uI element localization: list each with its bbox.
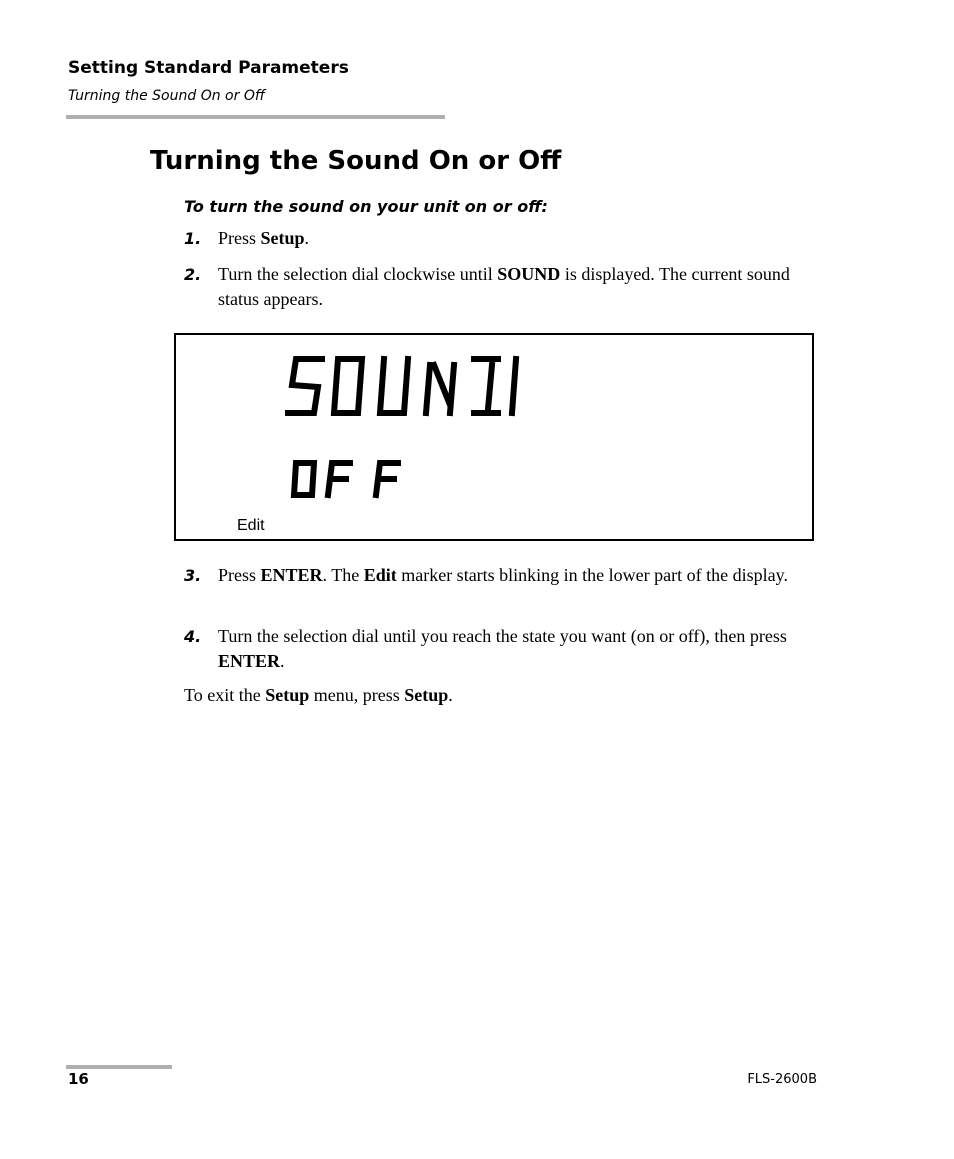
step-2 [184, 262, 824, 312]
lcd-char-o [334, 359, 362, 413]
step-number: 4. [184, 627, 202, 646]
lcd-char-o2 [294, 463, 314, 495]
lcd-char-f2 [376, 463, 398, 495]
step-text: Turn the selection dial clockwise until SOUND is displayed. The current sound status appears. [218, 264, 790, 309]
step-4 [184, 624, 824, 674]
step-1 [184, 226, 824, 251]
lcd-segments [176, 322, 812, 539]
running-header-title: Setting Standard Parameters [68, 58, 349, 78]
lcd-char-d [474, 359, 516, 413]
lcd-char-s [288, 359, 322, 413]
lcd-char-f1 [328, 463, 350, 495]
procedure-title: To turn the sound on your unit on or off: [184, 197, 548, 216]
header-rule [66, 115, 445, 119]
product-name: FLS-2600B [747, 1072, 817, 1087]
step-text: Press ENTER. The Edit marker starts blinking in the lower part of the display. [218, 565, 788, 585]
step-text: Turn the selection dial until you reach the state you want (on or off), then press ENTER. [218, 626, 787, 671]
step-number: 3. [184, 566, 202, 585]
step-3 [184, 563, 824, 588]
lcd-char-n [426, 365, 454, 413]
step-number: 1. [184, 229, 202, 248]
running-header-subtitle: Turning the Sound On or Off [68, 88, 265, 104]
step-number: 2. [184, 265, 202, 284]
edit-marker: Edit [237, 517, 265, 534]
exit-note: To exit the Setup menu, press Setup. [184, 685, 453, 705]
footer-rule [66, 1065, 172, 1069]
page-number: 16 [68, 1070, 89, 1088]
lcd-display [174, 322, 814, 541]
svg-text:SOUNDOFF: SOUNDOFF [176, 322, 261, 339]
section-title: Turning the Sound On or Off [150, 146, 562, 176]
step-text: Press Setup. [218, 228, 310, 248]
lcd-char-u [380, 359, 408, 413]
